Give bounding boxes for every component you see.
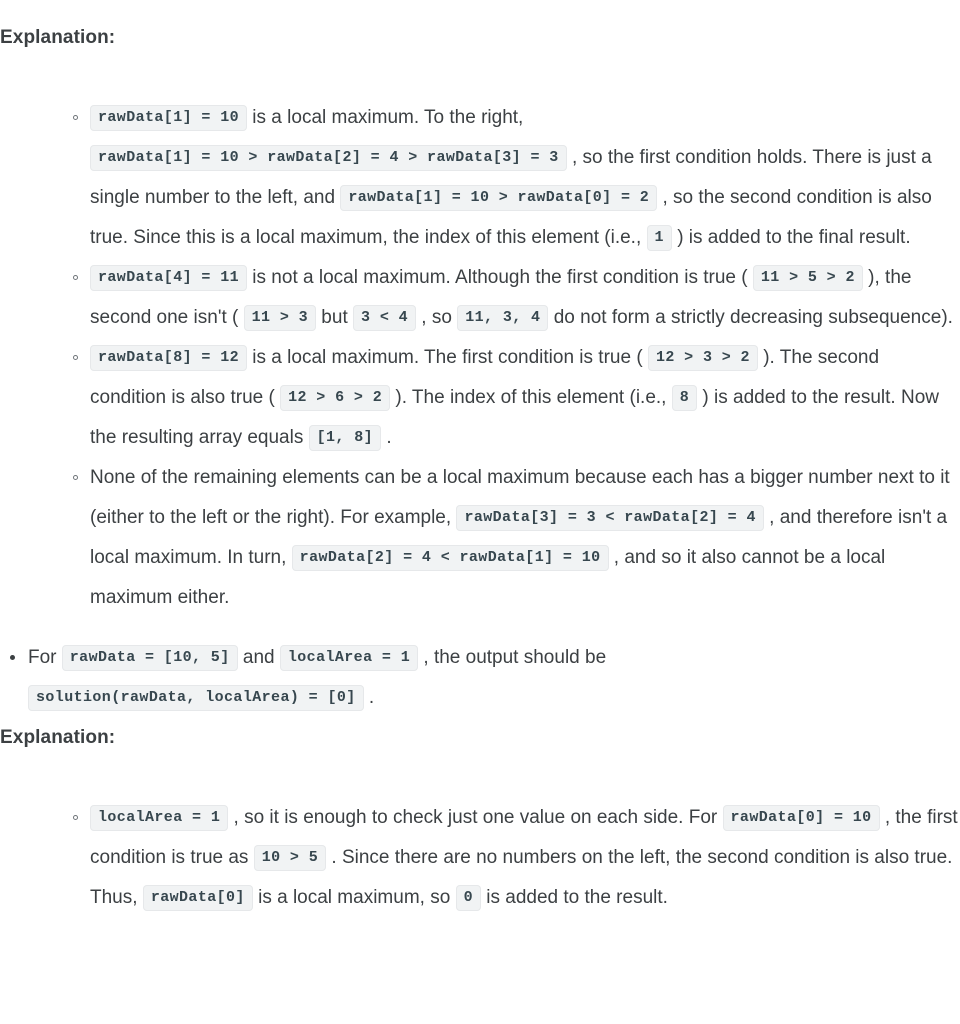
list-item bbox=[0, 458, 960, 618]
circle-bullet-icon bbox=[73, 355, 78, 360]
code-chip: 11 > 3 bbox=[244, 305, 316, 331]
explanation-heading-1: Explanation: bbox=[0, 27, 116, 48]
code-chip: 0 bbox=[456, 885, 481, 911]
section-gap bbox=[0, 618, 960, 638]
code-chip: 12 > 6 > 2 bbox=[280, 385, 390, 411]
disc-bullet-icon bbox=[10, 655, 15, 660]
code-chip: localArea = 1 bbox=[90, 805, 228, 831]
code-chip: rawData[0] bbox=[143, 885, 253, 911]
code-chip: rawData[1] = 10 > rawData[2] = 4 > rawData[3] = 3 bbox=[90, 145, 567, 171]
list-item bbox=[0, 798, 960, 918]
list-item-content: None of the remaining elements can be a local maximum because each has a bigger number next to it (either to the left or the right). For example, rawData[3] = 3 < rawData[2] = 4 , and therefore isn't a local maximum. In turn, rawData[2] = 4 < rawData[1] = 10 , and so it also cannot be a local maximum either. bbox=[90, 467, 950, 608]
explanation-list-1 bbox=[0, 98, 960, 618]
example-list bbox=[0, 638, 960, 678]
code-chip: 11 > 5 > 2 bbox=[753, 265, 863, 291]
code-chip: 10 > 5 bbox=[254, 845, 326, 871]
example-output-content: solution(rawData, localArea) = [0] . bbox=[28, 687, 374, 708]
code-chip: 12 > 3 > 2 bbox=[648, 345, 758, 371]
list-item-content: rawData[4] = 11 is not a local maximum. Although the first condition is true ( 11 > 5 > 2 ), the second one isn't ( 11 > 3 but 3 < 4 , so 11, 3, 4 do not form a strictly decreasing subsequence). bbox=[90, 267, 953, 328]
heading-gap-2 bbox=[0, 758, 960, 798]
code-chip: 3 < 4 bbox=[353, 305, 416, 331]
code-chip: 11, 3, 4 bbox=[457, 305, 548, 331]
code-chip: rawData[8] = 12 bbox=[90, 345, 247, 371]
list-item-content: For rawData = [10, 5] and localArea = 1 , the output should be bbox=[28, 647, 606, 668]
example-output-line bbox=[0, 678, 960, 718]
code-chip: localArea = 1 bbox=[280, 645, 418, 671]
code-chip: rawData[1] = 10 > rawData[0] = 2 bbox=[340, 185, 657, 211]
list-item bbox=[0, 338, 960, 458]
code-chip: rawData = [10, 5] bbox=[62, 645, 238, 671]
circle-bullet-icon bbox=[73, 275, 78, 280]
list-item bbox=[0, 258, 960, 338]
code-chip: rawData[0] = 10 bbox=[723, 805, 880, 831]
list-item-content: rawData[1] = 10 is a local maximum. To the right, rawData[1] = 10 > rawData[2] = 4 > rawData[3] = 3 , so the first condition holds. There is just a single number to the left, and rawData[1] = 10 > rawData[0] = 2 , so the second condition is also true. Since this is a local maximum, the index of this element (i.e., 1 ) is added to the final result. bbox=[90, 107, 932, 248]
circle-bullet-icon bbox=[73, 475, 78, 480]
list-item bbox=[0, 98, 960, 258]
code-chip: 8 bbox=[672, 385, 697, 411]
heading-gap-1 bbox=[0, 58, 960, 98]
code-chip: solution(rawData, localArea) = [0] bbox=[28, 685, 364, 711]
circle-bullet-icon bbox=[73, 115, 78, 120]
code-chip: [1, 8] bbox=[309, 425, 381, 451]
list-item-content: localArea = 1 , so it is enough to check just one value on each side. For rawData[0] = 10 , the first condition is true as 10 > 5 . Since there are no numbers on the left, the second condition is also true. Thus, rawData[0] is a local maximum, so 0 is added to the result. bbox=[90, 807, 958, 908]
list-item bbox=[0, 638, 960, 678]
code-chip: rawData[4] = 11 bbox=[90, 265, 247, 291]
code-chip: 1 bbox=[647, 225, 672, 251]
code-chip: rawData[2] = 4 < rawData[1] = 10 bbox=[292, 545, 609, 571]
explanation-heading-2: Explanation: bbox=[0, 727, 116, 748]
top-spacer bbox=[0, 0, 960, 18]
list-item-content: rawData[8] = 12 is a local maximum. The first condition is true ( 12 > 3 > 2 ). The second condition is also true ( 12 > 6 > 2 ). The index of this element (i.e., 8 ) is added to the result. Now the resulting array equals [1, 8] . bbox=[90, 347, 939, 448]
circle-bullet-icon bbox=[73, 815, 78, 820]
code-chip: rawData[3] = 3 < rawData[2] = 4 bbox=[456, 505, 763, 531]
explanation-list-2 bbox=[0, 798, 960, 918]
code-chip: rawData[1] = 10 bbox=[90, 105, 247, 131]
